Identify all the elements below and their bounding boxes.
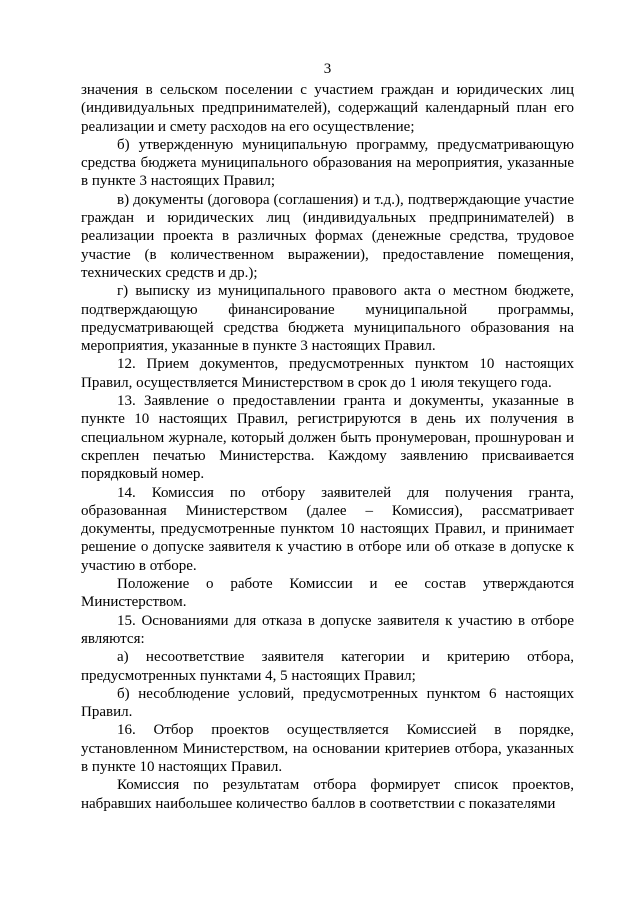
paragraph-14: 14. Комиссия по отбору заявителей для получения гранта, образованная Министерством (далее – Комиссия), рассматривает документы, предусмотренные пунктом 10 настоящих Правил, и принимает решение о допуске заявителя к участию в отборе или об отказе в допуске к участию в отборе. bbox=[81, 484, 574, 574]
page-number: 3 bbox=[323, 61, 332, 77]
paragraph-15-b: б) несоблюдение условий, предусмотренных пунктом 6 настоящих Правил. bbox=[81, 685, 574, 721]
paragraph-12: 12. Прием документов, предусмотренных пунктом 10 настоящих Правил, осуществляется Министерством в срок до 1 июля текущего года. bbox=[81, 356, 574, 391]
paragraph-15-a: а) несоответствие заявителя категории и критерию отбора, предусмотренных пунктами 4, 5 настоящих Правил; bbox=[81, 649, 574, 684]
paragraph-13: 13. Заявление о предоставлении гранта и документы, указанные в пункте 10 настоящих Правил, регистрируются в день их получения в специальном журнале, который должен быть пронумерован, прошнурован и скреплен печатью Министерства. Каждому заявлению присваивается порядковый номер. bbox=[81, 393, 574, 483]
paragraph-item-g: г) выписку из муниципального правового акта о местном бюджете, подтверждающую финансирование муниципальной программы, предусматривающей средства бюджета муниципального образования на мероприятия, указанные в пункте 3 настоящих Правил. bbox=[81, 283, 574, 355]
paragraph-continuation: значения в сельском поселении с участием граждан и юридических лиц (индивидуальных предпринимателей), содержащий календарный план его реализации и смету расходов на его осуществление; bbox=[81, 82, 574, 135]
paragraph-item-b: б) утвержденную муниципальную программу, предусматривающую средства бюджета муниципального образования на мероприятия, указанные в пункте 3 настоящих Правил; bbox=[81, 136, 574, 190]
paragraph-15: 15. Основаниями для отказа в допуске заявителя к участию в отборе являются: bbox=[81, 612, 574, 647]
paragraph-item-v: в) документы (договора (соглашения) и т.д.), подтверждающие участие граждан и юридических лиц (индивидуальных предпринимателей) в реализации проекта в различных формах (денежные средства, трудовое участие (в количественном выражении), предоставление помещения, технических средств и др.); bbox=[81, 191, 574, 281]
paragraph-commission-regulation: Положение о работе Комиссии и ее состав утверждаются Министерством. bbox=[81, 576, 574, 611]
paragraph-commission-results: Комиссия по результатам отбора формирует список проектов, набравших наибольшее количество баллов в соответствии с показателями bbox=[81, 777, 574, 812]
paragraph-16: 16. Отбор проектов осуществляется Комиссией в порядке, установленном Министерством, на основании критериев отбора, указанных в пункте 10 настоящих Правил. bbox=[81, 722, 574, 775]
